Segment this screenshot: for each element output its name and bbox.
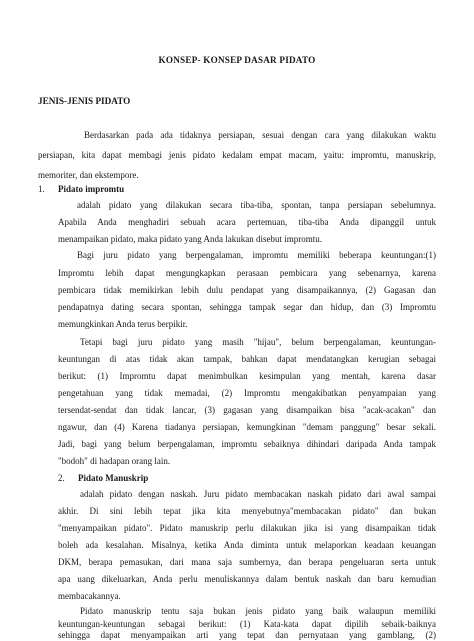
section-2-line: DKM, berapa pemasukan, dari mana saja sumbernya, dan berapa pengeluaran serta untuk <box>58 557 436 567</box>
section-1-line: Impromtu lebih dapat mengungkapkan perasaan pembicara yang sebenarnya, karena <box>58 268 436 278</box>
section-1-line: Tetapi bagi juru pidato yang masih "hijau", belum berpengalaman, keuntungan- <box>80 337 436 347</box>
section-1-line: berikut: (1) Impromtu dapat menimbulkan kesimpulan yang mentah, karena dasar <box>58 371 436 381</box>
section-2-number: 2. <box>58 473 65 483</box>
section-2-line: "menyampaikan pidato". Pidato manuskrip perlu dilakukan jika isi yang disampaikan tidak <box>58 523 436 533</box>
intro-line: persiapan, kita dapat membagi jenis pidato kedalam empat macam, yaitu: impromtu, manuskrip, <box>38 150 436 160</box>
section-2-title: Pidato Manuskrip <box>78 473 149 483</box>
section-1-line: Apabila Anda menghadiri sebuah acara pertemuan, tiba-tiba Anda dipanggil untuk <box>58 217 436 227</box>
section-1-line: pendapatnya dating secara spontan, sehingga tampak segar dan hidup, dan (3) Impromtu <box>58 302 436 312</box>
section-1-line: adalah pidato yang dilakukan secara tiba-tiba, spontan, tanpa persiapan sebelumnya. <box>77 200 436 210</box>
intro-line: Berdasarkan pada ada tidaknya persiapan, sesuai dengan cara yang dilakukan waktu <box>84 130 436 140</box>
document-title: KONSEP- KONSEP DASAR PIDATO <box>158 55 316 65</box>
section-heading-types: JENIS-JENIS PIDATO <box>38 96 131 106</box>
section-2-line: sehingga dapat menyampaikan arti yang tepat dan pernyataan yang gamblang, (2) <box>58 630 436 640</box>
section-2-line: boleh ada kesalahan. Misalnya, ketika Anda diminta untuk melaporkan keadaan keuangan <box>58 540 436 550</box>
section-1-line: pengetahuan yang tidak memadai, (2) Impromtu mengakibatkan penyampaian yang <box>58 388 436 398</box>
section-2-line: adalah pidato dengan naskah. Juru pidato membacakan naskah pidato dari awal sampai <box>80 489 436 499</box>
section-1-line: memungkinkan Anda terus berpikir. <box>58 319 188 329</box>
section-1-title: Pidato impromtu <box>58 184 125 194</box>
section-2-line: akhir. Di sini lebih tepat jika kita menyebutnya"membacakan pidato" dan bukan <box>58 506 436 516</box>
section-2-line: keuntungan-keuntungan sebagai berikut: (1) Kata-kata dapat dipilih sebaik-baiknya <box>58 619 436 629</box>
section-1-line: Jadi, bagi yang belum berpengalaman, impromtu sebaiknya dihindari daripada Anda tampak <box>58 439 436 449</box>
intro-line: memoriter, dan ekstempore. <box>38 170 139 180</box>
section-1-line: tersendat-sendat dan tidak lancar, (3) gagasan yang disampaikan bisa "acak-acakan" dan <box>58 405 436 415</box>
section-1-line: menampaikan pidato, maka pidato yang Anda lakukan disebut impromtu. <box>58 234 322 244</box>
section-1-line: Bagi juru pidato yang berpengalaman, impromtu memiliki beberapa keuntungan:(1) <box>77 250 436 260</box>
section-2-heading <box>58 473 148 483</box>
section-2-line: membacakannya. <box>58 591 121 601</box>
section-2-line: apa uang dikeluarkan, Anda perlu menuliskannya dalam bentuk naskah dan baru kemudian <box>58 574 436 584</box>
section-2-line: Pidato manuskrip tentu saja bukan jenis pidato yang baik walaupun memiliki <box>80 606 436 616</box>
section-1-heading <box>38 184 124 194</box>
section-1-line: pembicara tidak memikirkan lebih dulu pendapat yang disampaikannya, (2) Gagasan dan <box>58 285 436 295</box>
section-1-line: keuntungan di atas tidak akan tampak, bahkan dapat mendatangkan kerugian sebagai <box>58 354 436 364</box>
section-1-number: 1. <box>38 184 45 194</box>
section-1-line: "bodoh" di hadapan orang lain. <box>58 456 171 466</box>
section-1-line: ngawur, dan (4) Karena tiadanya persiapan, kemungkinan "demam panggung" besar sekali. <box>58 422 436 432</box>
